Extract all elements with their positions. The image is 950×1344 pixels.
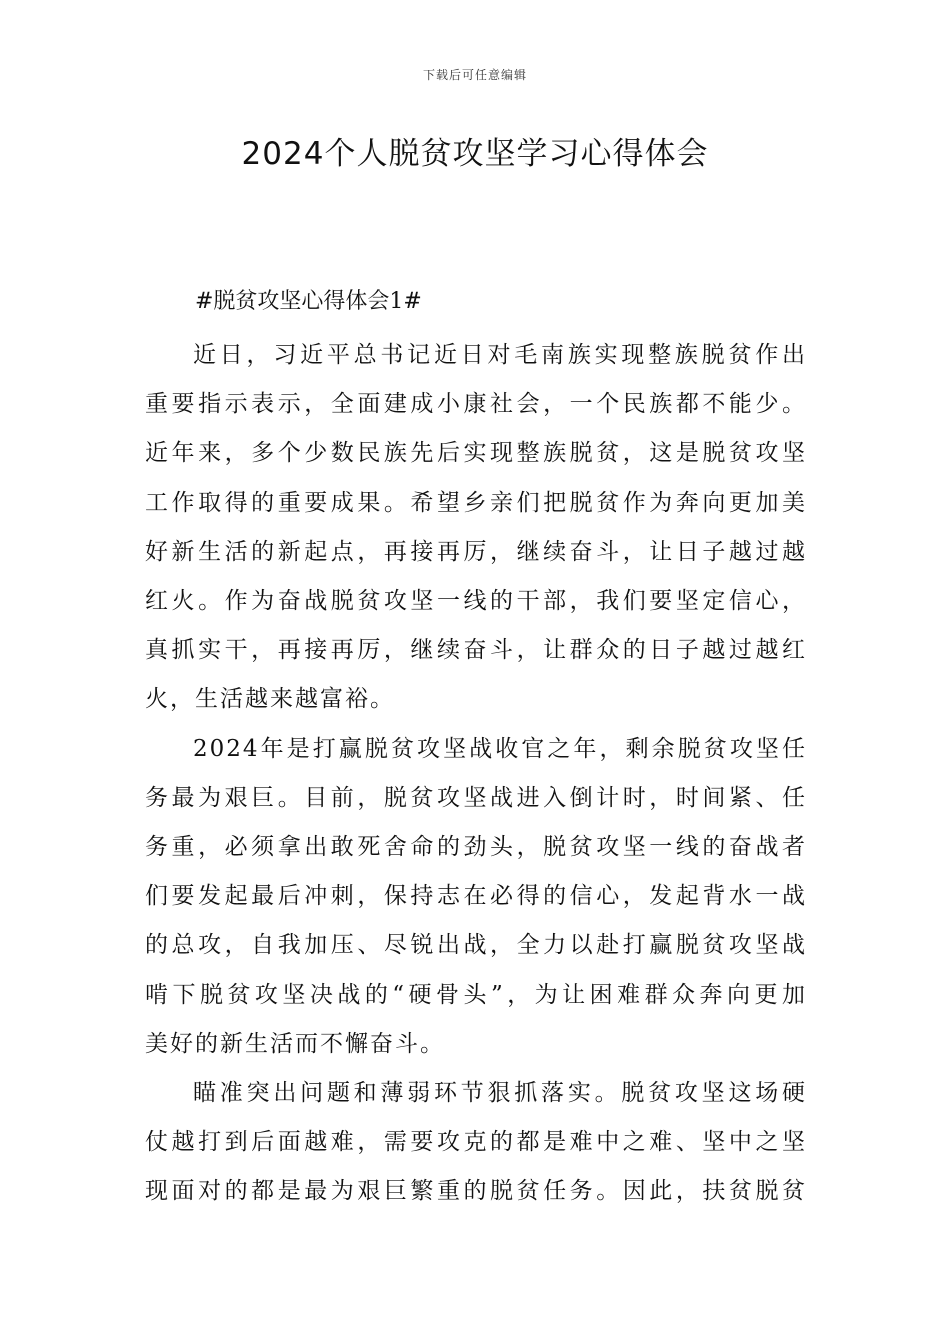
section-heading: #脱贫攻坚心得体会1# [195,289,422,314]
paragraph-line: 务重，必须拿出敢死舍命的劲头，脱贫攻坚一线的奋战者 [145,834,807,861]
header-note: 下载后可任意编辑 [422,68,527,82]
paragraph-line: 仗越打到后面越难，需要攻克的都是难中之难、坚中之坚 [145,1129,807,1156]
paragraph-line: 2024年是打赢脱贫攻坚战收官之年，剩余脱贫攻坚任 [193,735,807,762]
paragraph-2 [145,725,807,1069]
document-body [145,282,807,1217]
paragraph-line: 工作取得的重要成果。希望乡亲们把脱贫作为奔向更加美 [145,489,807,516]
paragraph-3 [145,1069,807,1217]
paragraph-line: 好新生活的新起点，再接再厉，继续奋斗，让日子越过越 [145,538,807,565]
paragraph-line: 瞄准突出问题和薄弱环节狠抓落实。脱贫攻坚这场硬 [193,1080,807,1107]
paragraph-line: 现面对的都是最为艰巨繁重的脱贫任务。因此，扶贫脱贫 [145,1178,807,1205]
paragraph-line: 们要发起最后冲刺，保持志在必得的信心，发起背水一战 [145,883,807,910]
paragraph-1 [145,331,807,725]
paragraph-line: 美好的新生活而不懈奋斗。 [145,1030,445,1057]
paragraph-line: 红火。作为奋战脱贫攻坚一线的干部，我们要坚定信心， [145,588,807,615]
paragraph-line: 近日，习近平总书记近日对毛南族实现整族脱贫作出 [193,342,807,368]
paragraph-line: 重要指示表示，全面建成小康社会，一个民族都不能少。 [145,391,807,418]
document-title: 2024个人脱贫攻坚学习心得体会 [241,136,709,172]
paragraph-line: 真抓实干，再接再厉，继续奋斗，让群众的日子越过越红 [145,637,807,664]
paragraph-line: 的总攻，自我加压、尽锐出战，全力以赴打赢脱贫攻坚战 [145,932,807,959]
paragraph-line: 近年来，多个少数民族先后实现整族脱贫，这是脱贫攻坚 [145,440,807,467]
paragraph-line: 务最为艰巨。目前，脱贫攻坚战进入倒计时，时间紧、任 [145,784,807,811]
paragraph-line: 啃下脱贫攻坚决战的“硬骨头”，为让困难群众奔向更加 [145,981,807,1008]
paragraph-line: 火，生活越来越富裕。 [145,686,395,713]
